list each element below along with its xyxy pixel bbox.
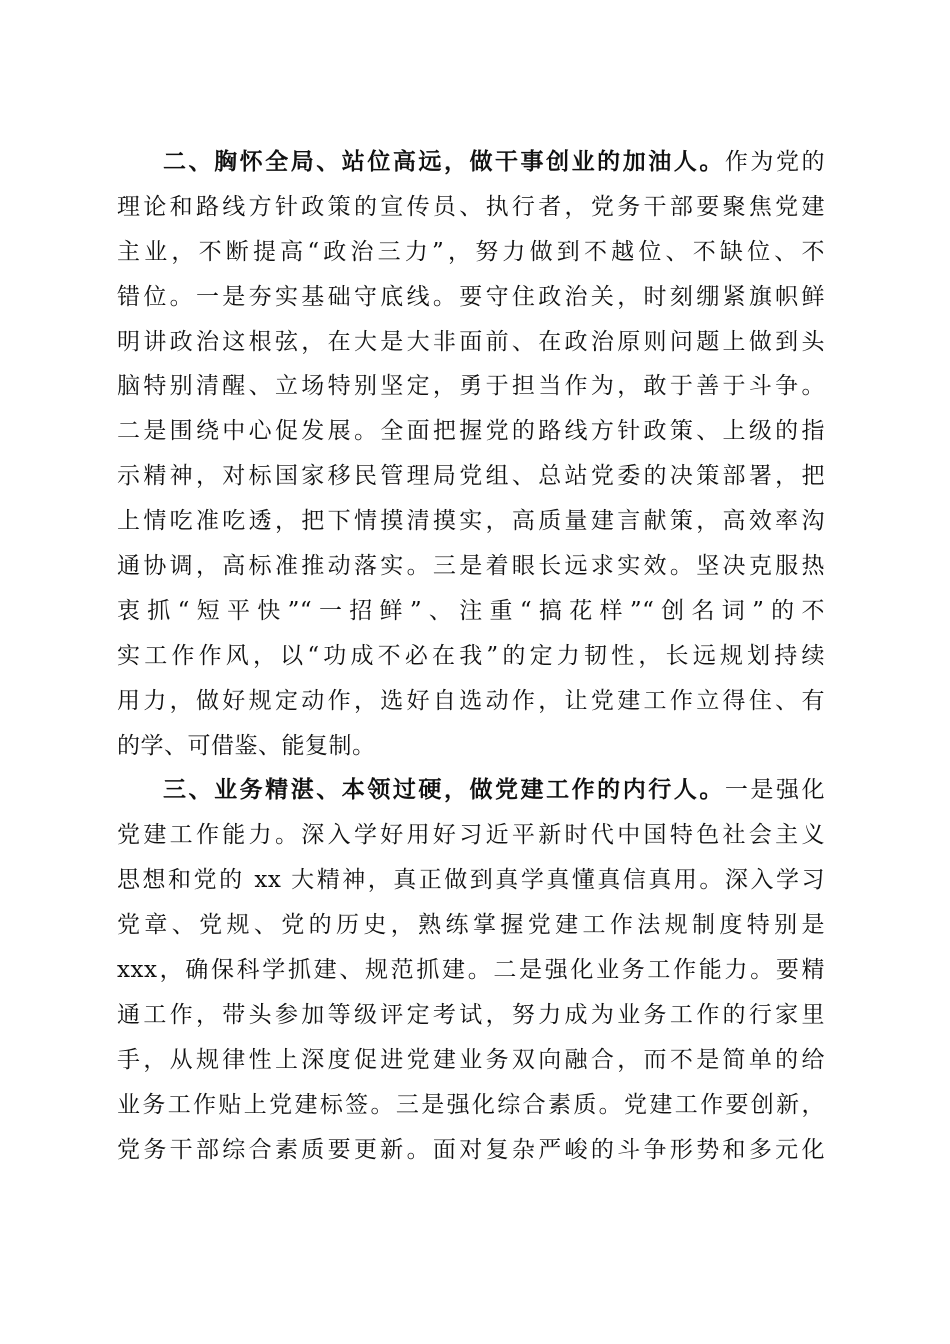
paragraph-1-line-13: 用力，做好规定动作，选好自选动作，让党建工作立得住、有	[117, 687, 825, 714]
document-body	[117, 140, 825, 1172]
paragraph-1-line-5: 明讲政治这根弦，在大是大非面前、在政治原则问题上做到头	[117, 328, 825, 355]
paragraph-1-line-7: 二是围绕中心促发展。全面把握党的路线方针政策、上级的指	[117, 418, 825, 445]
paragraph-1-line-3: 主业，不断提高“政治三力”，努力做到不越位、不缺位、不	[117, 238, 825, 265]
paragraph-1-line-2: 理论和路线方针政策的宣传员、执行者，党务干部要聚焦党建	[117, 193, 825, 220]
paragraph-2-line-7: 手，从规律性上深度促进党建业务双向融合，而不是简单的给	[117, 1046, 825, 1073]
paragraph-1-lead-text: 作为党的	[724, 149, 825, 175]
paragraph-1-line-4: 错位。一是夯实基础守底线。要守住政治关，时刻绷紧旗帜鲜	[117, 283, 825, 310]
paragraph-2-line-2: 党建工作能力。深入学好用好习近平新时代中国特色社会主义	[117, 822, 825, 849]
paragraph-1-line-1	[117, 140, 825, 185]
paragraph-1-heading: 二、胸怀全局、站位高远，做干事创业的加油人。	[163, 148, 725, 175]
paragraph-2-line-6: 通工作，带头参加等级评定考试，努力成为业务工作的行家里	[117, 1001, 825, 1028]
paragraph-2-line-4: 党章、党规、党的历史，熟练掌握党建工作法规制度特别是	[117, 912, 825, 939]
paragraph-2-line-8: 业务工作贴上党建标签。三是强化综合素质。党建工作要创新，	[117, 1091, 825, 1118]
paragraph-2-line-1	[117, 768, 825, 813]
paragraph-2-line-5: xxx，确保科学抓建、规范抓建。二是强化业务工作能力。要精	[117, 957, 825, 984]
paragraph-2-lead-text: 一是强化	[724, 777, 825, 804]
paragraph-1-line-9: 上情吃准吃透，把下情摸清摸实，高质量建言献策，高效率沟	[117, 508, 825, 535]
paragraph-1-line-12: 实工作作风，以“功成不必在我”的定力韧性，长远规划持续	[117, 642, 825, 669]
paragraph-2-line-9: 党务干部综合素质要更新。面对复杂严峻的斗争形势和多元化	[117, 1136, 825, 1163]
paragraph-2-line-3: 思想和党的 xx 大精神，真正做到真学真懂真信真用。深入学习	[117, 867, 825, 894]
paragraph-1-line-10: 通协调，高标准推动落实。三是着眼长远求实效。坚决克服热	[117, 553, 825, 580]
paragraph-1-line-6: 脑特别清醒、立场特别坚定，勇于担当作为，敢于善于斗争。	[117, 373, 825, 400]
paragraph-1-line-14: 的学、可借鉴、能复制。	[117, 732, 376, 759]
paragraph-2-heading: 三、业务精湛、本领过硬，做党建工作的内行人。	[163, 776, 725, 804]
paragraph-1-line-11: 衷抓“短平快”“一招鲜”、注重“搞花样”“创名词”的不	[117, 597, 825, 624]
paragraph-1-line-8: 示精神，对标国家移民管理局党组、总站党委的决策部署，把	[117, 463, 825, 490]
